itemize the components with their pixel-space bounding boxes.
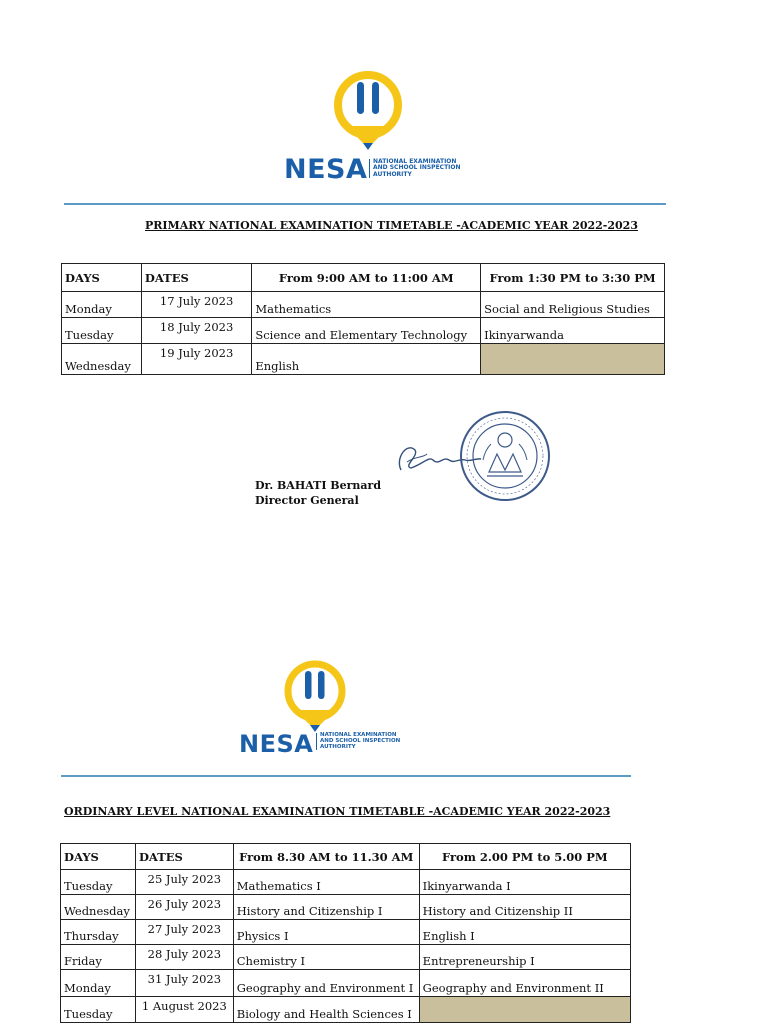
table-row [61, 895, 631, 920]
divider-line [61, 775, 631, 777]
brand-tagline: NATIONAL EXAMINATION AND SCHOOL INSPECTION AUTHORITY [369, 159, 461, 178]
column-header: DAYS [62, 264, 142, 292]
date-cell: 27 July 2023 [135, 920, 233, 945]
day-cell: Monday [61, 970, 136, 997]
table-row [61, 870, 631, 895]
nesa-logo-bottom [238, 660, 428, 760]
brand-tagline: NATIONAL EXAMINATION AND SCHOOL INSPECTION AUTHORITY [316, 733, 400, 750]
table-row [61, 970, 631, 997]
brand-wordmark: NESA [239, 730, 314, 758]
day-cell: Friday [61, 945, 136, 970]
brand-wordmark: NESA [284, 154, 368, 185]
nesa-logo-top [282, 68, 472, 188]
column-header: From 9:00 AM to 11:00 AM [252, 264, 481, 292]
afternoon-subject-cell: Geography and Environment II [419, 970, 630, 997]
column-header: DATES [141, 264, 251, 292]
date-cell: 18 July 2023 [141, 318, 251, 344]
day-cell: Wednesday [62, 344, 142, 375]
date-cell: 19 July 2023 [141, 344, 251, 375]
afternoon-subject-cell: Entrepreneurship I [419, 945, 630, 970]
day-cell: Thursday [61, 920, 136, 945]
column-header: DAYS [61, 844, 136, 870]
date-cell: 17 July 2023 [141, 292, 251, 318]
afternoon-subject-cell: History and Citizenship II [419, 895, 630, 920]
morning-subject-cell: Geography and Environment I [233, 970, 419, 997]
afternoon-subject-cell: Social and Religious Studies [481, 292, 665, 318]
date-cell: 28 July 2023 [135, 945, 233, 970]
table-row [62, 344, 665, 375]
date-cell: 31 July 2023 [135, 970, 233, 997]
column-header: From 2.00 PM to 5.00 PM [419, 844, 630, 870]
afternoon-subject-cell [481, 344, 665, 375]
date-cell: 1 August 2023 [135, 997, 233, 1023]
day-cell: Monday [62, 292, 142, 318]
signatory-title: Director General [255, 494, 359, 507]
afternoon-subject-cell: Ikinyarwanda I [419, 870, 630, 895]
afternoon-subject-cell: English I [419, 920, 630, 945]
column-header: From 8.30 AM to 11.30 AM [233, 844, 419, 870]
morning-subject-cell: Chemistry I [233, 945, 419, 970]
day-cell: Tuesday [62, 318, 142, 344]
column-header: From 1:30 PM to 3:30 PM [481, 264, 665, 292]
signatory-block [255, 478, 381, 508]
primary-timetable [61, 263, 665, 375]
official-seal-icon [459, 410, 551, 502]
ordinary-timetable-heading: ORDINARY LEVEL NATIONAL EXAMINATION TIMETABLE -ACADEMIC YEAR 2022-2023 [64, 805, 611, 818]
table-row [62, 292, 665, 318]
morning-subject-cell: Biology and Health Sciences I [233, 997, 419, 1023]
morning-subject-cell: History and Citizenship I [233, 895, 419, 920]
column-header: DATES [135, 844, 233, 870]
day-cell: Tuesday [61, 870, 136, 895]
table-row [61, 945, 631, 970]
morning-subject-cell: Physics I [233, 920, 419, 945]
afternoon-subject-cell: Ikinyarwanda [481, 318, 665, 344]
morning-subject-cell: English [252, 344, 481, 375]
table-header-row [61, 844, 631, 870]
signatory-name: Dr. BAHATI Bernard [255, 479, 382, 492]
date-cell: 26 July 2023 [135, 895, 233, 920]
morning-subject-cell: Science and Elementary Technology [252, 318, 481, 344]
ordinary-timetable [60, 843, 631, 1023]
date-cell: 25 July 2023 [135, 870, 233, 895]
divider-line [64, 203, 666, 205]
table-row [61, 920, 631, 945]
table-row [61, 997, 631, 1023]
morning-subject-cell: Mathematics I [233, 870, 419, 895]
table-row [62, 318, 665, 344]
afternoon-subject-cell [419, 997, 630, 1023]
table-header-row [62, 264, 665, 292]
day-cell: Wednesday [61, 895, 136, 920]
morning-subject-cell: Mathematics [252, 292, 481, 318]
primary-timetable-heading: PRIMARY NATIONAL EXAMINATION TIMETABLE -ACADEMIC YEAR 2022-2023 [145, 219, 638, 232]
day-cell: Tuesday [61, 997, 136, 1023]
